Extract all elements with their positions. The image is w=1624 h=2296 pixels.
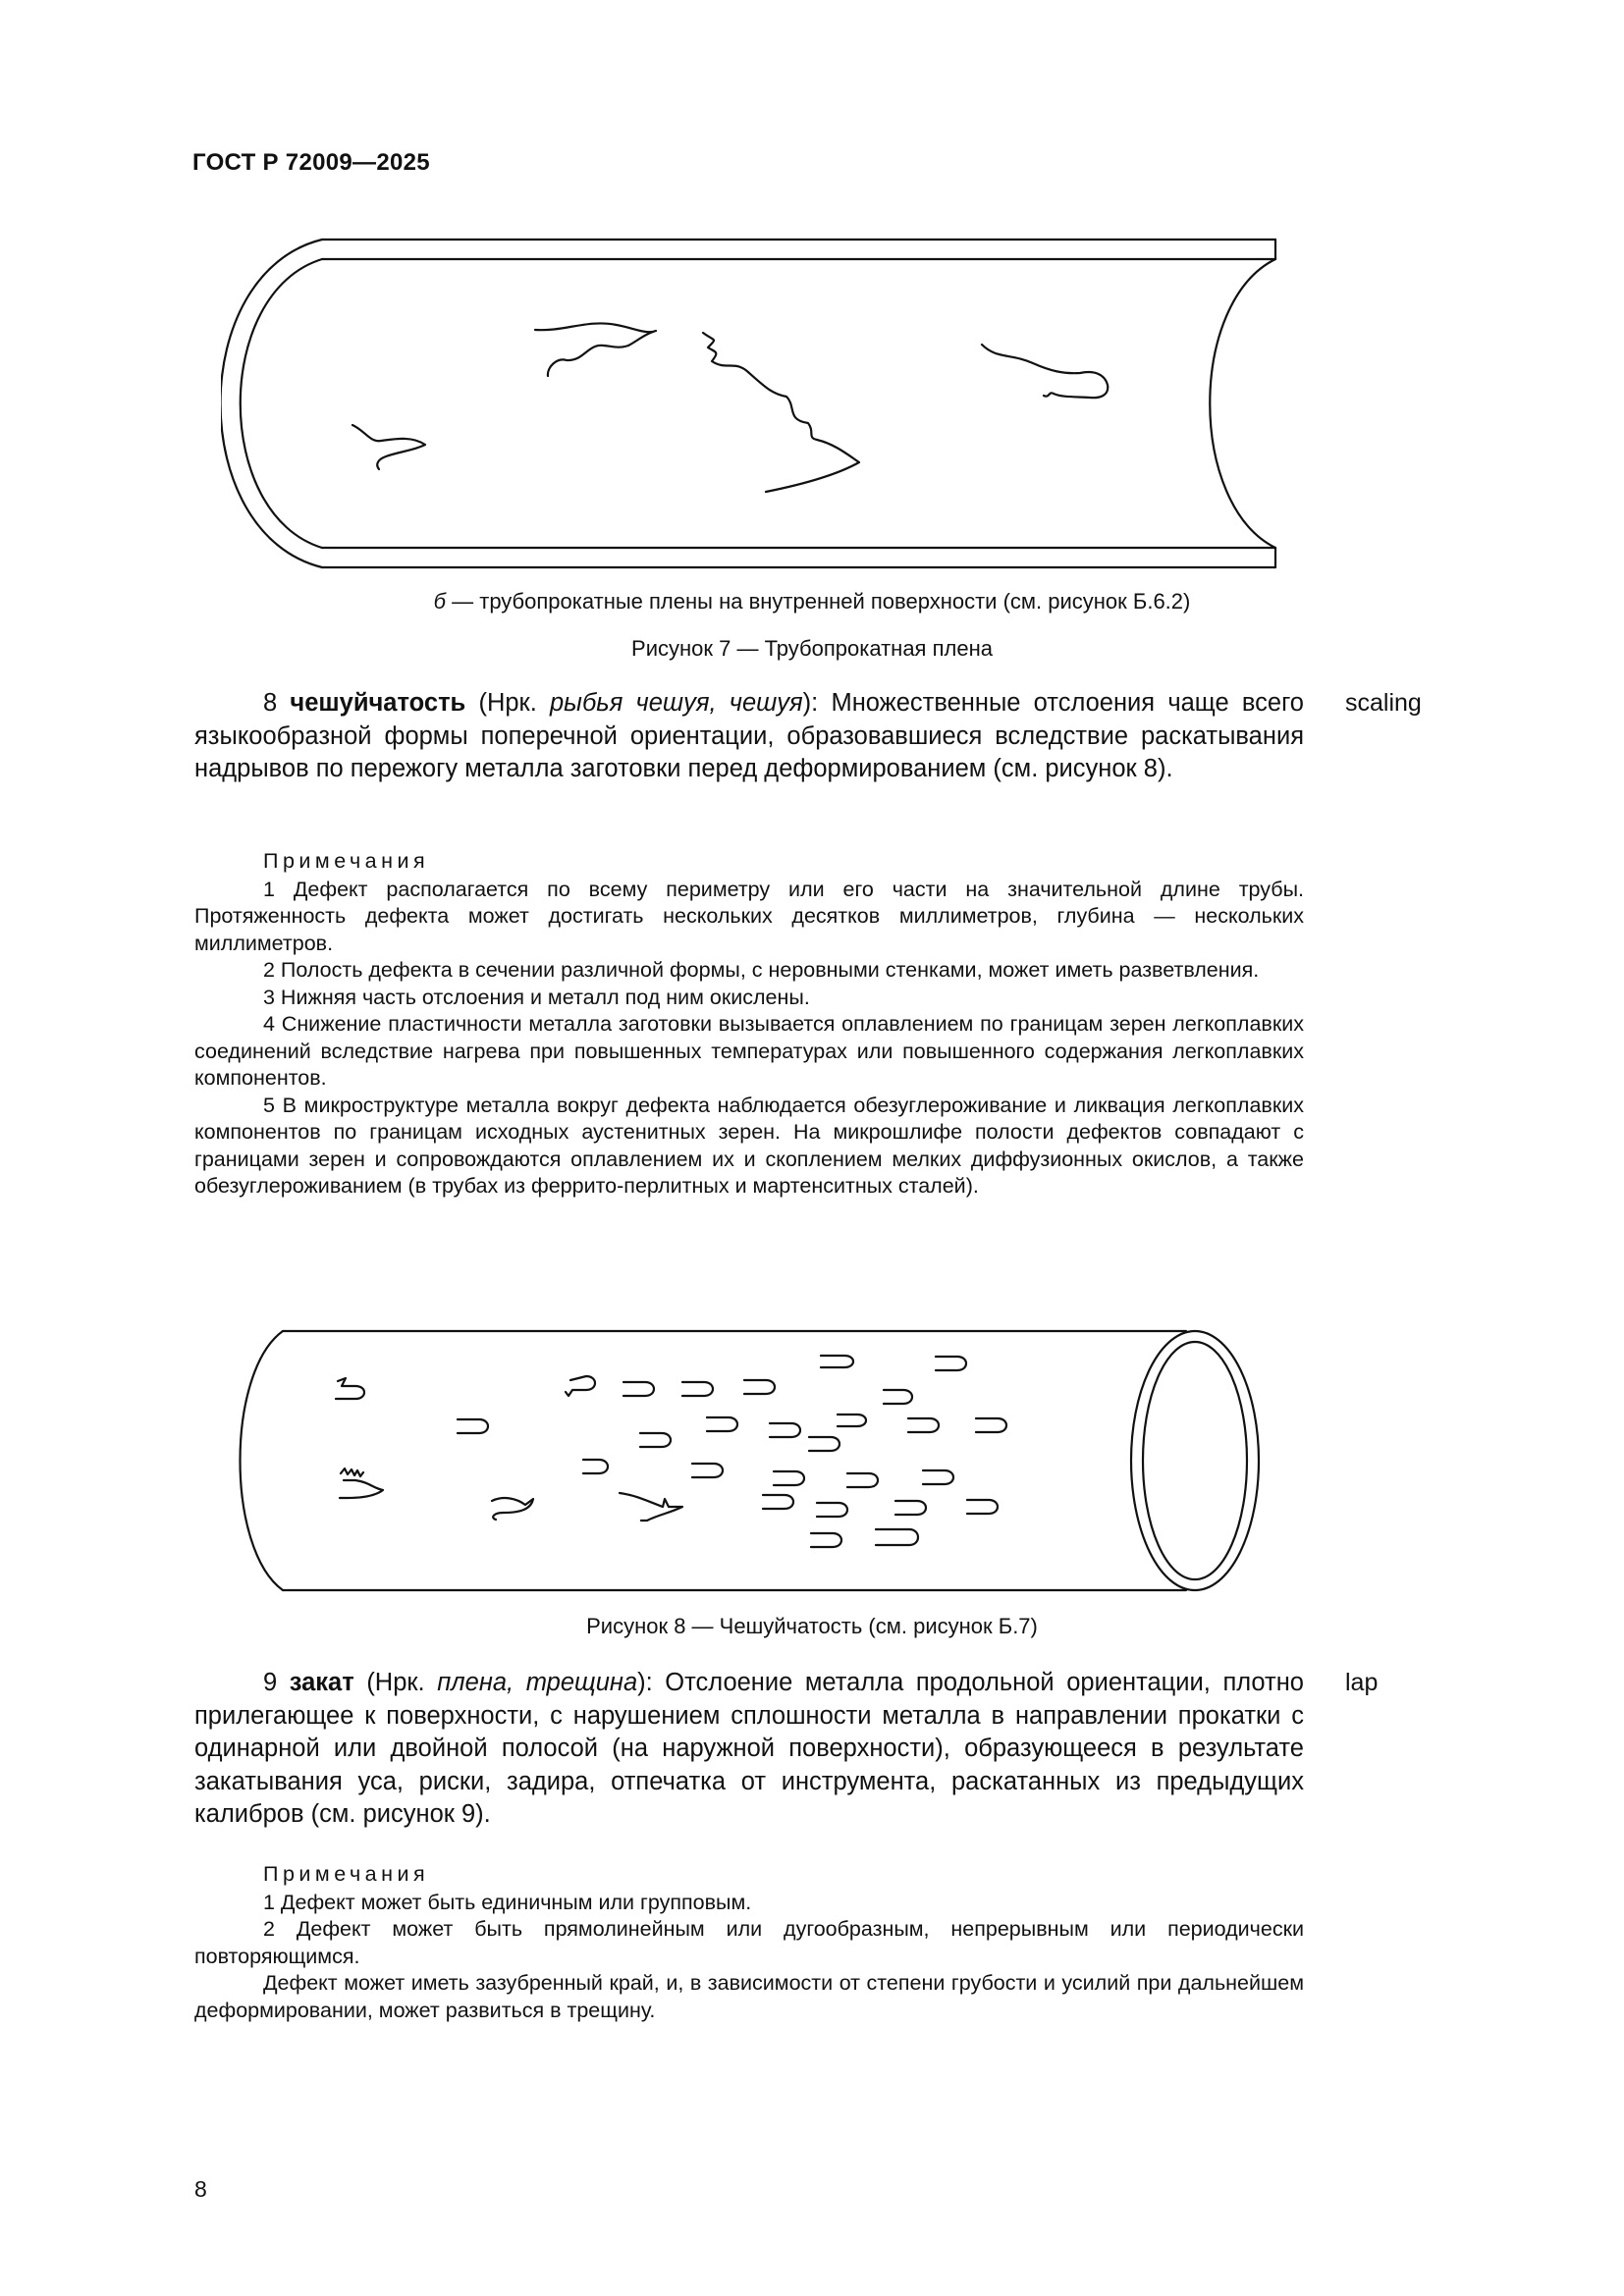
term-9-definition: 9 закат (Нрк. плена, трещина): Отслоение металла продольной ориентации, плотно прилегающее к поверхности, с нарушением сплошности металла в направлении прокатки с одинарной или двойной полосой (на наружной поверхности), образующееся в результате закатывания уса, риски, задира, отпечатка от инструмента, раскатанных из предыдущих калибров (см. рисунок 9).	[194, 1669, 1304, 1828]
scale-mark	[458, 1419, 488, 1433]
scab-mark	[703, 333, 859, 492]
scale-mark	[895, 1501, 926, 1515]
term-name: чешуйчатость	[290, 689, 466, 717]
scale-mark	[763, 1495, 793, 1509]
scale-mark	[847, 1473, 878, 1487]
term-synonyms: плена, трещина	[437, 1669, 638, 1696]
scale-mark	[817, 1503, 847, 1517]
term-synonyms: рыбья чешуя, чешуя	[550, 689, 803, 717]
note-item: 4 Снижение пластичности металла заготовки вызывается оплавлением по границам зерен легкоплавких соединений вследствие нагрева при повышенных температурах или повышенного содержания легкоплавких компонентов.	[194, 1012, 1304, 1090]
notes-heading: Примечания	[263, 849, 430, 873]
scale-mark	[936, 1357, 966, 1370]
term-text: ): Множественные отслоения чаще всего языкообразной формы поперечной ориентации, образовавшиеся вследствие раскатывания надрывов по пережогу металла заготовки перед деформированием (см. рисунок 8).	[194, 689, 1304, 782]
scale-mark	[492, 1498, 533, 1520]
scale-mark	[923, 1470, 953, 1484]
scale-mark	[811, 1533, 841, 1547]
scale-mark	[340, 1468, 383, 1498]
scab-mark	[535, 323, 656, 376]
scale-mark	[744, 1380, 775, 1394]
term-name: закат	[289, 1669, 354, 1696]
scale-mark	[884, 1390, 912, 1404]
scab-mark	[352, 425, 425, 469]
scale-mark	[682, 1382, 713, 1396]
scale-mark	[770, 1423, 800, 1437]
scale-mark	[707, 1417, 737, 1431]
scale-mark	[640, 1433, 671, 1447]
subfigure-letter: б	[433, 589, 447, 614]
scale-mark	[336, 1378, 364, 1399]
scale-mark	[809, 1437, 839, 1451]
subfigure-description: — трубопрокатные плены на внутренней поверхности (см. рисунок Б.6.2)	[446, 589, 1191, 614]
figure-7-caption: Рисунок 7 — Трубопрокатная плена	[631, 636, 993, 661]
figure-7b-drawing	[221, 234, 1301, 577]
scale-mark	[838, 1415, 866, 1426]
notes-heading: Примечания	[263, 1862, 430, 1886]
term-9-notes	[194, 1861, 1304, 2024]
document-header: ГОСТ Р 72009—2025	[192, 149, 430, 176]
page-number: 8	[194, 2176, 207, 2202]
scale-mark	[692, 1464, 723, 1477]
note-item: 2 Дефект может быть прямолинейным или дугообразным, непрерывным или периодически повторяющимся.	[194, 1917, 1304, 1968]
term-text: ): Отслоение металла продольной ориентации, плотно прилегающее к поверхности, с нарушением сплошности металла в направлении прокатки с одинарной или двойной полосой (на наружной поверхности), образующееся в результате закатывания уса, риски, задира, отпечатка от инструмента, раскатанных из предыдущих калибров (см. рисунок 9).	[194, 1669, 1304, 1828]
note-item: Дефект может иметь зазубренный край, и, в зависимости от степени грубости и усилий при дальнейшем деформировании, может развиться в трещину.	[194, 1971, 1304, 2022]
figure-7b-subcaption	[0, 589, 1624, 614]
note-item: 1 Дефект располагается по всему периметру или его части на значительной длине трубы. Протяженность дефекта может достигать нескольких десятков миллиметров, глубина — нескольких миллиметров.	[194, 877, 1304, 955]
term-8-notes	[194, 848, 1304, 1201]
note-item: 3 Нижняя часть отслоения и металл под ним окислены.	[263, 985, 810, 1009]
scab-mark	[982, 345, 1108, 398]
scale-mark	[876, 1529, 918, 1545]
scale-mark	[620, 1493, 682, 1521]
figure-8-drawing	[224, 1323, 1304, 1600]
term-8-definition: 8 чешуйчатость (Нрк. рыбья чешуя, чешуя): Множественные отслоения чаще всего языкообразной формы поперечной ориентации, образовавшиеся вследствие раскатывания надрывов по пережогу металла заготовки перед деформированием (см. рисунок 8).	[194, 689, 1304, 782]
scale-mark	[623, 1382, 654, 1396]
scale-mark	[566, 1376, 595, 1396]
note-item: 5 В микроструктуре металла вокруг дефекта наблюдается обезуглероживание и ликвация легкоплавких компонентов по границам исходных аустенитных зерен. На микрошлифе полости дефектов совпадают с границами зерен и сопровождаются оплавлением их и скоплением мелких диффузионных окислов, а также обезуглероживанием (в трубах из феррито-перлитных и мартенситных сталей).	[194, 1093, 1304, 1198]
scale-mark	[908, 1418, 939, 1432]
scale-mark	[967, 1500, 998, 1514]
term-9-english-equivalent: lap	[1345, 1669, 1379, 1696]
note-item: 1 Дефект может быть единичным или групповым.	[263, 1890, 752, 1914]
note-item: 2 Полость дефекта в сечении различной формы, с неровными стенками, может иметь разветвления.	[263, 958, 1260, 982]
scale-mark	[976, 1418, 1006, 1432]
term-number: 9	[263, 1669, 290, 1696]
scale-mark	[774, 1471, 804, 1485]
scale-mark	[583, 1460, 608, 1473]
scale-mark	[821, 1356, 853, 1367]
term-8-english-equivalent: scaling	[1345, 689, 1422, 717]
term-number: 8	[263, 689, 291, 717]
figure-8-caption: Рисунок 8 — Чешуйчатость (см. рисунок Б.7)	[586, 1614, 1038, 1638]
